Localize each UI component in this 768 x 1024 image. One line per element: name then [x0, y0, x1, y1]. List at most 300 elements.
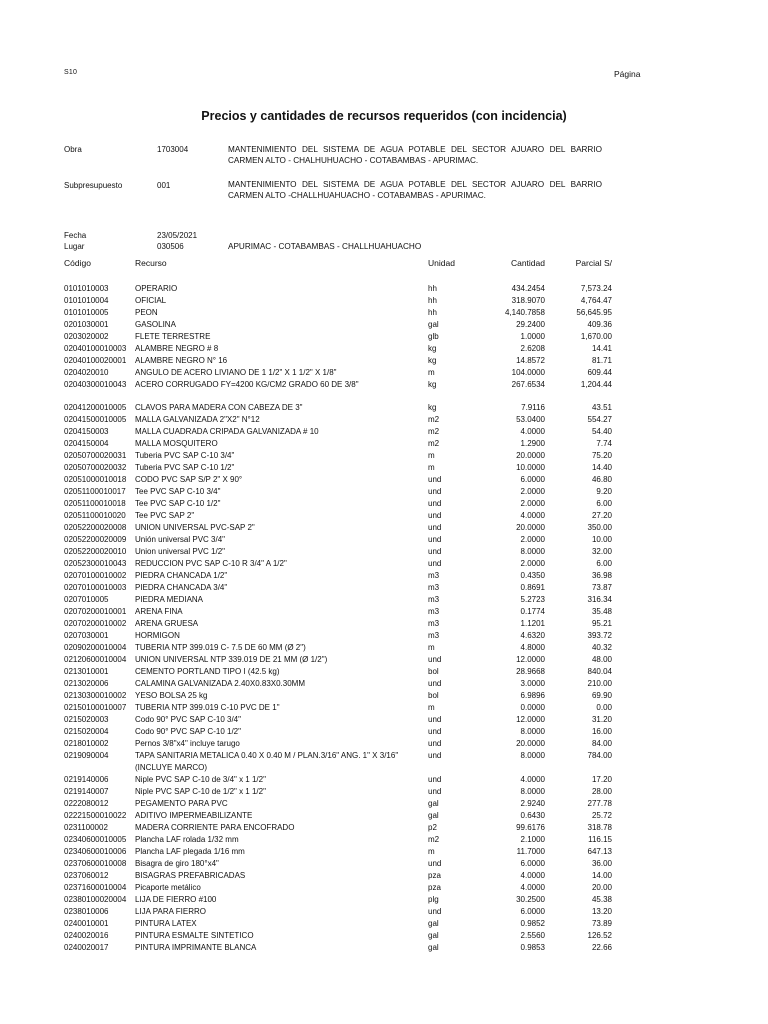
- resource-name: Tuberia PVC SAP C-10 1/2": [135, 463, 235, 472]
- resource-unit: gal: [428, 919, 439, 928]
- resource-quantity: 2.5560: [520, 931, 545, 940]
- resource-code: 0240020016: [64, 931, 109, 940]
- table-row: [0, 810, 768, 822]
- resource-quantity: 2.0000: [520, 559, 545, 568]
- table-row: [0, 534, 768, 546]
- resource-quantity: 8.0000: [520, 547, 545, 556]
- table-row: [0, 343, 768, 355]
- resource-partial-cost: 14.41: [591, 344, 612, 353]
- table-row: [0, 798, 768, 810]
- resource-quantity: 11.7000: [516, 847, 545, 856]
- resource-code: 0237060012: [64, 871, 109, 880]
- resource-name: TUBERIA NTP 399.019 C- 7.5 DE 60 MM (Ø 2"): [135, 643, 306, 652]
- resource-unit: gal: [428, 943, 439, 952]
- resource-name: MALLA GALVANIZADA 2"X2" N°12: [135, 415, 260, 424]
- subpresupuesto-description: MANTENIMIENTO DEL SISTEMA DE AGUA POTABLE DEL SECTOR AJUARO DEL BARRIO CARMEN ALTO -CHALLHUAHUACHO - COTABAMBAS - APURIMAC.: [228, 180, 602, 200]
- column-header-resource: Recurso: [135, 258, 167, 268]
- table-row: [0, 690, 768, 702]
- resource-partial-cost: 40.32: [591, 643, 612, 652]
- lugar-label: Lugar: [64, 242, 85, 251]
- table-row: [0, 714, 768, 726]
- resource-code: 02070200010001: [64, 607, 127, 616]
- resource-name: MALLA MOSQUITERO: [135, 439, 218, 448]
- resource-code: 0213020006: [64, 679, 109, 688]
- resource-partial-cost: 409.36: [587, 320, 612, 329]
- table-row: [0, 834, 768, 846]
- resource-name: BISAGRAS PREFABRICADAS: [135, 871, 246, 880]
- resource-name: PINTURA IMPRIMANTE BLANCA: [135, 943, 257, 952]
- table-row: [0, 618, 768, 630]
- resource-name: Unión universal PVC 3/4": [135, 535, 225, 544]
- resource-quantity: 99.6176: [516, 823, 545, 832]
- resource-quantity: 8.0000: [520, 727, 545, 736]
- resource-partial-cost: 10.00: [591, 535, 612, 544]
- resource-quantity: 6.0000: [520, 859, 545, 868]
- resource-name: REDUCCION PVC SAP C-10 R 3/4" A 1/2": [135, 559, 287, 568]
- subpresupuesto-label: Subpresupuesto: [64, 181, 123, 190]
- resource-code: 02051100010018: [64, 499, 126, 508]
- resource-unit: m3: [428, 607, 440, 616]
- resource-unit: und: [428, 511, 442, 520]
- resource-name: CEMENTO PORTLAND TIPO I (42.5 kg): [135, 667, 280, 676]
- resource-code: 0204020010: [64, 368, 109, 377]
- table-row: [0, 918, 768, 930]
- table-row: [0, 654, 768, 666]
- resource-name: CALAMINA GALVANIZADA 2.40X0.83X0.30MM: [135, 679, 305, 688]
- resource-quantity: 0.9852: [520, 919, 545, 928]
- table-row: [0, 594, 768, 606]
- table-row: [0, 858, 768, 870]
- resource-partial-cost: 48.00: [591, 655, 612, 664]
- resource-name: TUBERIA NTP 399.019 C-10 PVC DE 1": [135, 703, 280, 712]
- resource-name: OPERARIO: [135, 284, 178, 293]
- resource-partial-cost: 43.51: [591, 403, 612, 412]
- resource-partial-cost: 13.20: [591, 907, 612, 916]
- resource-quantity: 0.9853: [520, 943, 545, 952]
- resource-quantity: 2.1000: [520, 835, 545, 844]
- resource-quantity: 4.0000: [520, 511, 545, 520]
- resource-name: Plancha LAF rolada 1/32 mm: [135, 835, 239, 844]
- resource-partial-cost: 14.00: [591, 871, 612, 880]
- resource-code: 02221500010022: [64, 811, 127, 820]
- resource-code: 02041200010005: [64, 403, 127, 412]
- resource-code: 0204150004: [64, 439, 109, 448]
- table-row: [0, 295, 768, 307]
- resource-name: MADERA CORRIENTE PARA ENCOFRADO: [135, 823, 295, 832]
- resource-name: PEON: [135, 308, 158, 317]
- resource-quantity: 4.8000: [520, 643, 545, 652]
- lugar-code: 030506: [157, 242, 184, 251]
- resource-unit: und: [428, 487, 442, 496]
- table-row: [0, 283, 768, 295]
- resource-code: 0213010001: [64, 667, 109, 676]
- resource-unit: und: [428, 751, 442, 760]
- resource-name: GASOLINA: [135, 320, 176, 329]
- resource-code: 0204150003: [64, 427, 109, 436]
- resource-code: 02120600010004: [64, 655, 127, 664]
- resource-name: UNION UNIVERSAL PVC-SAP 2": [135, 523, 255, 532]
- resource-partial-cost: 16.00: [591, 727, 612, 736]
- table-row: [0, 558, 768, 570]
- resource-quantity: 0.4350: [520, 571, 545, 580]
- resource-unit: und: [428, 559, 442, 568]
- resource-unit: und: [428, 499, 442, 508]
- resource-unit: m: [428, 703, 435, 712]
- resource-unit: und: [428, 475, 442, 484]
- resource-quantity: 28.9668: [516, 667, 545, 676]
- resource-partial-cost: 318.78: [587, 823, 612, 832]
- resource-partial-cost: 393.72: [587, 631, 612, 640]
- resource-name: ANGULO DE ACERO LIVIANO DE 1 1/2" X 1 1/2" X 1/8": [135, 368, 337, 377]
- resource-name: LIJA PARA FIERRO: [135, 907, 206, 916]
- resource-unit: pza: [428, 871, 441, 880]
- resource-quantity: 7.9116: [521, 403, 545, 412]
- resource-unit: m2: [428, 415, 440, 424]
- resource-partial-cost: 46.80: [591, 475, 612, 484]
- resource-quantity: 6.9896: [520, 691, 545, 700]
- table-row: [0, 642, 768, 654]
- resource-unit: m3: [428, 595, 440, 604]
- fecha-label: Fecha: [64, 231, 87, 240]
- resource-unit: p2: [428, 823, 437, 832]
- resource-code: 0207030001: [64, 631, 109, 640]
- table-row: [0, 402, 768, 414]
- resource-unit: m3: [428, 619, 440, 628]
- resource-name: PIEDRA CHANCADA 1/2": [135, 571, 228, 580]
- resource-partial-cost: 840.04: [587, 667, 612, 676]
- resource-partial-cost: 609.44: [587, 368, 612, 377]
- resource-name: FLETE TERRESTRE: [135, 332, 211, 341]
- resource-code: 02051100010020: [64, 511, 126, 520]
- resource-code: 0240020017: [64, 943, 109, 952]
- table-row: [0, 570, 768, 582]
- subpresupuesto-code: 001: [157, 181, 171, 190]
- resource-code: 02070200010002: [64, 619, 127, 628]
- resource-code: 0101010003: [64, 284, 109, 293]
- resource-quantity: 1.2900: [520, 439, 545, 448]
- table-row: [0, 786, 768, 798]
- resource-unit: hh: [428, 284, 437, 293]
- resource-unit: m: [428, 451, 435, 460]
- resource-unit: und: [428, 715, 442, 724]
- resource-unit: und: [428, 523, 442, 532]
- resource-unit: bol: [428, 691, 439, 700]
- table-row: [0, 379, 768, 391]
- table-row: [0, 678, 768, 690]
- resource-name: PEGAMENTO PARA PVC: [135, 799, 228, 808]
- resource-unit: m: [428, 847, 435, 856]
- resource-name: Niple PVC SAP C-10 de 3/4" x 1 1/2": [135, 775, 266, 784]
- resource-partial-cost: 9.20: [596, 487, 612, 496]
- table-row: [0, 498, 768, 510]
- resource-code: 0203020002: [64, 332, 109, 341]
- table-row: [0, 450, 768, 462]
- resource-partial-cost: 7.74: [596, 439, 612, 448]
- resource-unit: m: [428, 463, 435, 472]
- table-row: [0, 438, 768, 450]
- resource-partial-cost: 6.00: [596, 559, 612, 568]
- resource-quantity: 4.0000: [520, 883, 545, 892]
- resource-partial-cost: 116.15: [588, 835, 612, 844]
- resource-partial-cost: 17.20: [591, 775, 612, 784]
- resource-code: 0207010005: [64, 595, 109, 604]
- table-row: [0, 367, 768, 379]
- resource-unit: und: [428, 787, 442, 796]
- resource-name: CODO PVC SAP S/P 2" X 90°: [135, 475, 243, 484]
- resource-partial-cost: 31.20: [591, 715, 612, 724]
- resource-code: 02340600010006: [64, 847, 127, 856]
- resource-name: TAPA SANITARIA METALICA 0.40 X 0.40 M / PLAN.3/16" ANG. 1" X 3/16" (INCLUYE MARCO): [135, 751, 399, 772]
- resource-name: ARENA FINA: [135, 607, 183, 616]
- resource-code: 0219090004: [64, 751, 109, 760]
- resource-unit: kg: [428, 403, 437, 412]
- resource-name: Plancha LAF plegada 1/16 mm: [135, 847, 245, 856]
- resource-quantity: 10.0000: [516, 463, 545, 472]
- resource-code: 02052200020010: [64, 547, 127, 556]
- resource-quantity: 30.2500: [516, 895, 545, 904]
- resource-partial-cost: 84.00: [591, 739, 612, 748]
- table-row: [0, 702, 768, 714]
- resources-table: [0, 283, 768, 954]
- resource-partial-cost: 45.38: [591, 895, 612, 904]
- table-row: [0, 319, 768, 331]
- table-row: [0, 582, 768, 594]
- resource-quantity: 8.0000: [520, 787, 545, 796]
- table-row: [0, 307, 768, 319]
- table-row: [0, 666, 768, 678]
- table-row: [0, 774, 768, 786]
- resource-code: 02052200020008: [64, 523, 127, 532]
- table-row: [0, 738, 768, 750]
- table-row: [0, 510, 768, 522]
- resource-code: 02052300010043: [64, 559, 127, 568]
- resource-unit: hh: [428, 308, 437, 317]
- resource-name: ADITIVO IMPERMEABILIZANTE: [135, 811, 253, 820]
- resource-unit: und: [428, 775, 442, 784]
- resource-unit: m3: [428, 631, 440, 640]
- resource-partial-cost: 95.21: [591, 619, 612, 628]
- table-row: [0, 426, 768, 438]
- table-row: [0, 630, 768, 642]
- resource-code: 0201030001: [64, 320, 109, 329]
- resource-quantity: 2.0000: [520, 499, 545, 508]
- resource-partial-cost: 36.98: [591, 571, 612, 580]
- resource-partial-cost: 1,204.44: [580, 380, 612, 389]
- resource-partial-cost: 28.00: [591, 787, 612, 796]
- resource-quantity: 12.0000: [516, 655, 545, 664]
- resource-code: 0215020004: [64, 727, 109, 736]
- resource-name: PINTURA ESMALTE SINTETICO: [135, 931, 254, 940]
- resource-unit: gal: [428, 799, 439, 808]
- resource-partial-cost: 35.48: [591, 607, 612, 616]
- resource-quantity: 53.0400: [516, 415, 545, 424]
- resource-quantity: 0.0000: [520, 703, 545, 712]
- resource-code: 02050700020032: [64, 463, 127, 472]
- resource-unit: und: [428, 535, 442, 544]
- resource-partial-cost: 73.87: [591, 583, 612, 592]
- resource-code: 02130300010002: [64, 691, 127, 700]
- resource-quantity: 0.8691: [520, 583, 545, 592]
- resource-partial-cost: 54.40: [591, 427, 612, 436]
- resource-partial-cost: 784.00: [587, 751, 612, 760]
- table-row: [0, 462, 768, 474]
- resource-unit: m3: [428, 571, 440, 580]
- obra-description: MANTENIMIENTO DEL SISTEMA DE AGUA POTABLE DEL SECTOR AJUARO DEL BARRIO CARMEN ALTO - CHALHUHUACHO - COTABAMBAS - APURIMAC.: [228, 145, 602, 165]
- resource-name: Niple PVC SAP C-10 de 1/2" x 1 1/2": [135, 787, 266, 796]
- resource-partial-cost: 126.52: [587, 931, 612, 940]
- resource-code: 02052200020009: [64, 535, 127, 544]
- resource-code: 0215020003: [64, 715, 109, 724]
- resource-name: Codo 90° PVC SAP C-10 3/4": [135, 715, 241, 724]
- resource-partial-cost: 25.72: [591, 811, 612, 820]
- resource-quantity: 4.6320: [520, 631, 545, 640]
- table-row: [0, 726, 768, 738]
- resource-unit: und: [428, 859, 442, 868]
- resource-quantity: 318.9070: [511, 296, 545, 305]
- page-label: Página: [614, 69, 641, 79]
- column-header-unit: Unidad: [428, 258, 455, 268]
- resource-name: ALAMBRE NEGRO N° 16: [135, 356, 228, 365]
- table-row: [0, 331, 768, 343]
- resource-name: MALLA CUADRADA CRIPADA GALVANIZADA # 10: [135, 427, 319, 436]
- fecha-value: 23/05/2021: [157, 231, 198, 240]
- resource-unit: kg: [428, 380, 437, 389]
- resource-quantity: 2.0000: [520, 535, 545, 544]
- table-row: [0, 894, 768, 906]
- resource-code: 0231100002: [64, 823, 108, 832]
- resource-code: 0219140006: [64, 775, 109, 784]
- resource-quantity: 1.1201: [520, 619, 545, 628]
- resource-partial-cost: 20.00: [591, 883, 612, 892]
- lugar-description: APURIMAC - COTABAMBAS - CHALLHUAHUACHO: [228, 242, 422, 251]
- resource-name: LIJA DE FIERRO #100: [135, 895, 217, 904]
- resource-code: 02040100010003: [64, 344, 127, 353]
- resource-quantity: 4,140.7858: [504, 308, 545, 317]
- report-title: Precios y cantidades de recursos requeridos (con incidencia): [201, 109, 567, 123]
- resource-partial-cost: 73.89: [591, 919, 612, 928]
- resource-quantity: 6.0000: [520, 475, 545, 484]
- table-row: [0, 474, 768, 486]
- resource-name: Bisagra de giro 180°x4": [135, 859, 219, 868]
- resource-partial-cost: 69.90: [591, 691, 612, 700]
- resource-unit: glb: [428, 332, 439, 341]
- resource-unit: m: [428, 368, 435, 377]
- resource-partial-cost: 0.00: [596, 703, 612, 712]
- resource-unit: kg: [428, 356, 437, 365]
- resource-partial-cost: 7,573.24: [580, 284, 612, 293]
- resource-name: Tee PVC SAP C-10 1/2": [135, 499, 221, 508]
- resource-name: ARENA GRUESA: [135, 619, 199, 628]
- resource-code: 0218010002: [64, 739, 109, 748]
- resource-code: 02050700020031: [64, 451, 127, 460]
- table-row: [0, 942, 768, 954]
- resource-quantity: 104.0000: [511, 368, 545, 377]
- table-row: [0, 522, 768, 534]
- resource-code: 02070100010002: [64, 571, 127, 580]
- obra-code: 1703004: [157, 145, 189, 154]
- resource-code: 0101010004: [64, 296, 109, 305]
- resource-quantity: 1.0000: [520, 332, 545, 341]
- resource-quantity: 267.6534: [511, 380, 545, 389]
- resource-unit: m: [428, 643, 435, 652]
- table-row: [0, 750, 768, 774]
- resource-partial-cost: 4,764.47: [580, 296, 612, 305]
- resource-unit: gal: [428, 811, 439, 820]
- group-separator: [0, 391, 768, 402]
- resource-name: Tee PVC SAP 2": [135, 511, 195, 520]
- resource-quantity: 434.2454: [511, 284, 545, 293]
- resource-quantity: 29.2400: [516, 320, 545, 329]
- resource-partial-cost: 32.00: [591, 547, 612, 556]
- resource-unit: und: [428, 727, 442, 736]
- resource-partial-cost: 56,645.95: [576, 308, 612, 317]
- resource-name: ALAMBRE NEGRO # 8: [135, 344, 219, 353]
- resource-code: 02040300010043: [64, 380, 127, 389]
- resource-name: UNION UNIVERSAL NTP 339.019 DE 21 MM (Ø 1/2"): [135, 655, 328, 664]
- resource-unit: bol: [428, 667, 439, 676]
- resource-unit: kg: [428, 344, 437, 353]
- resource-code: 0101010005: [64, 308, 109, 317]
- resource-quantity: 4.0000: [520, 775, 545, 784]
- resource-code: 02040100020001: [64, 356, 127, 365]
- resource-partial-cost: 81.71: [591, 356, 612, 365]
- table-row: [0, 606, 768, 618]
- resource-name: YESO BOLSA 25 kg: [135, 691, 208, 700]
- resource-partial-cost: 210.00: [587, 679, 612, 688]
- resource-code: 02340600010005: [64, 835, 127, 844]
- resource-name: HORMIGON: [135, 631, 180, 640]
- resource-unit: und: [428, 679, 442, 688]
- resource-name: Codo 90° PVC SAP C-10 1/2": [135, 727, 241, 736]
- resource-partial-cost: 36.00: [591, 859, 612, 868]
- resource-unit: hh: [428, 296, 437, 305]
- resource-name: Picaporte metálico: [135, 883, 201, 892]
- resource-quantity: 12.0000: [516, 715, 545, 724]
- resource-name: Pernos 3/8"x4" incluye tarugo: [135, 739, 240, 748]
- table-row: [0, 906, 768, 918]
- resource-code: 0240010001: [64, 919, 109, 928]
- resource-quantity: 20.0000: [516, 523, 545, 532]
- table-row: [0, 846, 768, 858]
- column-header-quantity: Cantidad: [510, 258, 545, 268]
- resource-partial-cost: 22.66: [591, 943, 612, 952]
- table-row: [0, 414, 768, 426]
- resource-quantity: 8.0000: [520, 751, 545, 760]
- resource-quantity: 20.0000: [516, 739, 545, 748]
- resource-quantity: 2.0000: [520, 487, 545, 496]
- table-row: [0, 355, 768, 367]
- resource-code: 02380100020004: [64, 895, 127, 904]
- resource-quantity: 2.6208: [520, 344, 545, 353]
- resource-quantity: 14.8572: [516, 356, 545, 365]
- resource-partial-cost: 1,670.00: [580, 332, 612, 341]
- resource-quantity: 4.0000: [520, 427, 545, 436]
- resource-unit: und: [428, 739, 442, 748]
- resource-name: CLAVOS PARA MADERA CON CABEZA DE 3": [135, 403, 303, 412]
- table-row: [0, 546, 768, 558]
- resource-quantity: 4.0000: [520, 871, 545, 880]
- resource-quantity: 2.9240: [520, 799, 545, 808]
- resource-quantity: 0.1774: [520, 607, 545, 616]
- table-row: [0, 930, 768, 942]
- resource-name: OFICIAL: [135, 296, 167, 305]
- resource-unit: und: [428, 655, 442, 664]
- resource-code: 0219140007: [64, 787, 109, 796]
- resource-code: 02371600010004: [64, 883, 127, 892]
- resource-partial-cost: 75.20: [591, 451, 612, 460]
- resource-partial-cost: 316.34: [587, 595, 612, 604]
- resource-partial-cost: 554.27: [587, 415, 612, 424]
